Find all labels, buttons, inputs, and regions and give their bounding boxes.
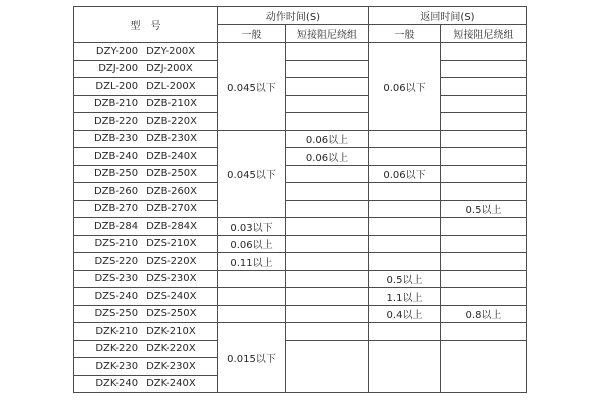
model-cell — [74, 165, 218, 183]
model-cell — [74, 358, 218, 376]
ret-damped-cell — [441, 60, 527, 78]
model-name: DZB-250 — [93, 168, 139, 180]
model-name: DZK-240 — [95, 378, 139, 390]
model-name: DZB-230X — [146, 133, 198, 145]
table-row — [74, 288, 527, 306]
ret-damped-cell — [441, 340, 527, 393]
ret-general-cell — [369, 130, 441, 148]
act-damped-cell — [286, 113, 369, 131]
act-damped-cell — [286, 323, 369, 341]
act-general-cell — [218, 288, 286, 306]
table-row — [74, 270, 527, 288]
model-cell — [74, 253, 218, 271]
table-row — [74, 235, 527, 253]
model-name: DZB-284 — [93, 220, 139, 232]
model-name: DZB-284X — [146, 220, 198, 232]
ret-general-cell — [369, 323, 441, 341]
act-damped-cell — [286, 43, 369, 61]
table-row — [74, 95, 527, 113]
table-row — [74, 148, 527, 166]
ret-damped-cell — [441, 78, 527, 96]
ret-general-cell — [369, 183, 441, 201]
ret-damped-cell: 0.5以上 — [441, 200, 527, 218]
model-name: DZL-200X — [146, 80, 196, 92]
act-damped-cell — [286, 60, 369, 78]
model-column-header: 型 号 — [74, 7, 218, 43]
act-general-cell: 0.03以下 — [218, 218, 286, 236]
model-name: DZB-260 — [93, 185, 139, 197]
model-name: DZS-240X — [146, 290, 197, 302]
model-cell — [74, 323, 218, 341]
model-cell — [74, 95, 218, 113]
model-name: DZK-220 — [95, 343, 139, 355]
model-cell — [74, 148, 218, 166]
table-row — [74, 60, 527, 78]
act-damped-cell — [286, 95, 369, 113]
table-row — [74, 200, 527, 218]
ret-damped-cell — [441, 270, 527, 288]
act-general-cell: 0.045以下 — [218, 130, 286, 218]
act-general-cell — [218, 305, 286, 323]
ret-general-cell — [369, 148, 441, 166]
model-name: DZY-200X — [146, 45, 196, 57]
table-row — [74, 130, 527, 148]
model-cell — [74, 130, 218, 148]
model-name: DZB-270 — [93, 203, 139, 215]
ret-damped-cell — [441, 95, 527, 113]
table-row — [74, 165, 527, 183]
model-cell — [74, 305, 218, 323]
act-general-cell: 0.06以上 — [218, 235, 286, 253]
ret-general-cell — [369, 253, 441, 271]
model-name: DZS-220 — [94, 255, 139, 267]
model-name: DZK-240X — [146, 378, 196, 390]
ret-damped-cell — [441, 165, 527, 183]
model-cell — [74, 218, 218, 236]
act-damped-cell — [286, 78, 369, 96]
act-damped-cell — [286, 183, 369, 201]
model-cell — [74, 288, 218, 306]
model-name: DZB-260X — [146, 185, 198, 197]
model-name: DZB-230 — [93, 133, 139, 145]
table-row — [74, 323, 527, 341]
ret-general-cell: 0.06以下 — [369, 165, 441, 183]
ret-damped-cell — [441, 323, 527, 341]
model-name: DZK-230X — [146, 360, 196, 372]
act-general-cell: 0.045以下 — [218, 43, 286, 131]
ret-damped-cell — [441, 253, 527, 271]
return-damped-winding-header: 短接阻尼绕组 — [441, 25, 527, 43]
table-row — [74, 78, 527, 96]
model-name: DZB-210 — [93, 98, 139, 110]
act-general-cell — [218, 270, 286, 288]
model-cell — [74, 200, 218, 218]
act-damped-cell — [286, 340, 369, 393]
act-damped-cell — [286, 305, 369, 323]
act-damped-cell: 0.06以上 — [286, 148, 369, 166]
model-name: DZK-230 — [95, 360, 139, 372]
ret-damped-cell: 0.8以上 — [441, 305, 527, 323]
action-damped-winding-header: 短接阻尼绕组 — [286, 25, 369, 43]
spec-table-body — [74, 43, 527, 393]
act-damped-cell — [286, 200, 369, 218]
spec-table — [73, 6, 527, 393]
act-damped-cell — [286, 218, 369, 236]
return-time-group-header: 返回时间(S) — [369, 7, 527, 25]
model-name: DZY-200 — [95, 45, 139, 57]
model-name: DZB-250X — [146, 168, 198, 180]
action-general-header: 一般 — [218, 25, 286, 43]
model-name: DZS-210 — [94, 238, 139, 250]
act-damped-cell — [286, 288, 369, 306]
model-name: DZS-210X — [146, 238, 197, 250]
ret-damped-cell — [441, 288, 527, 306]
table-row — [74, 340, 527, 358]
model-cell — [74, 60, 218, 78]
ret-general-cell: 0.4以上 — [369, 305, 441, 323]
act-general-cell: 0.11以上 — [218, 253, 286, 271]
model-name: DZB-220X — [146, 115, 198, 127]
act-damped-cell — [286, 253, 369, 271]
ret-general-cell — [369, 235, 441, 253]
ret-general-cell: 1.1以上 — [369, 288, 441, 306]
model-name: DZJ-200 — [98, 63, 139, 75]
header-row-groups — [74, 7, 527, 25]
model-name: DZB-270X — [146, 203, 198, 215]
model-cell — [74, 270, 218, 288]
model-cell — [74, 375, 218, 393]
ret-general-cell — [369, 200, 441, 218]
model-cell — [74, 113, 218, 131]
spec-table-head — [74, 7, 527, 43]
ret-damped-cell — [441, 218, 527, 236]
model-cell — [74, 78, 218, 96]
act-damped-cell: 0.06以上 — [286, 130, 369, 148]
model-name: DZS-220X — [146, 255, 197, 267]
ret-general-cell: 0.5以上 — [369, 270, 441, 288]
ret-damped-cell — [441, 130, 527, 148]
table-row — [74, 253, 527, 271]
return-general-header: 一般 — [369, 25, 441, 43]
ret-general-cell — [369, 340, 441, 393]
model-cell — [74, 235, 218, 253]
table-row — [74, 183, 527, 201]
model-name: DZB-240X — [146, 150, 198, 162]
act-damped-cell — [286, 165, 369, 183]
model-name: DZB-220 — [93, 115, 139, 127]
model-name: DZS-230 — [94, 273, 139, 285]
table-row — [74, 218, 527, 236]
act-damped-cell — [286, 270, 369, 288]
model-name: DZS-250 — [94, 308, 139, 320]
model-name: DZK-210X — [146, 325, 196, 337]
model-name: DZK-220X — [146, 343, 196, 355]
model-name: DZS-240 — [94, 290, 139, 302]
model-name: DZK-210 — [95, 325, 139, 337]
ret-general-cell: 0.06以下 — [369, 43, 441, 131]
model-name: DZS-250X — [146, 308, 197, 320]
model-name: DZL-200 — [95, 80, 139, 92]
ret-damped-cell — [441, 183, 527, 201]
action-time-group-header: 动作时间(S) — [218, 7, 369, 25]
model-cell — [74, 43, 218, 61]
ret-damped-cell — [441, 113, 527, 131]
model-name: DZB-210X — [146, 98, 198, 110]
table-row — [74, 43, 527, 61]
model-cell — [74, 183, 218, 201]
ret-damped-cell — [441, 235, 527, 253]
act-damped-cell — [286, 235, 369, 253]
table-row — [74, 113, 527, 131]
model-name: DZS-230X — [146, 273, 197, 285]
model-name: DZB-240 — [93, 150, 139, 162]
model-cell — [74, 340, 218, 358]
table-row — [74, 305, 527, 323]
ret-damped-cell — [441, 43, 527, 61]
model-name: DZJ-200X — [146, 63, 193, 75]
act-general-cell: 0.015以下 — [218, 323, 286, 393]
ret-general-cell — [369, 218, 441, 236]
ret-damped-cell — [441, 148, 527, 166]
